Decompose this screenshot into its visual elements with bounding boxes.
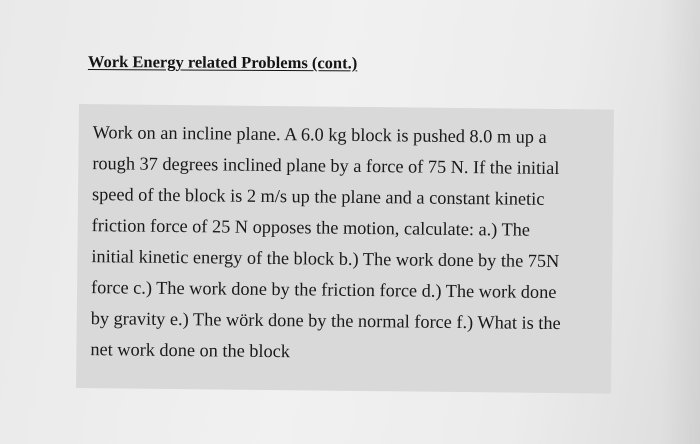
problem-text: Work on an incline plane. A 6.0 kg block is pushed 8.0 m up a rough 37 degrees inclined plane by a force of 75 N. If the initial speed of the block is 2 m/s up the plane and a constant kinetic friction force of 25 N opposes the motion, calculate: a.) The initial kinetic energy of the block b.) The work done by the 75N force c.) The work done by the friction force d.) The work done by gravity e.) The wörk done by the normal force f.) What is the net work done on the block <box>90 122 561 362</box>
problem-box <box>76 104 614 394</box>
edge-shadow <box>660 0 700 444</box>
page-title: Work Energy related Problems (cont.) <box>87 52 358 73</box>
